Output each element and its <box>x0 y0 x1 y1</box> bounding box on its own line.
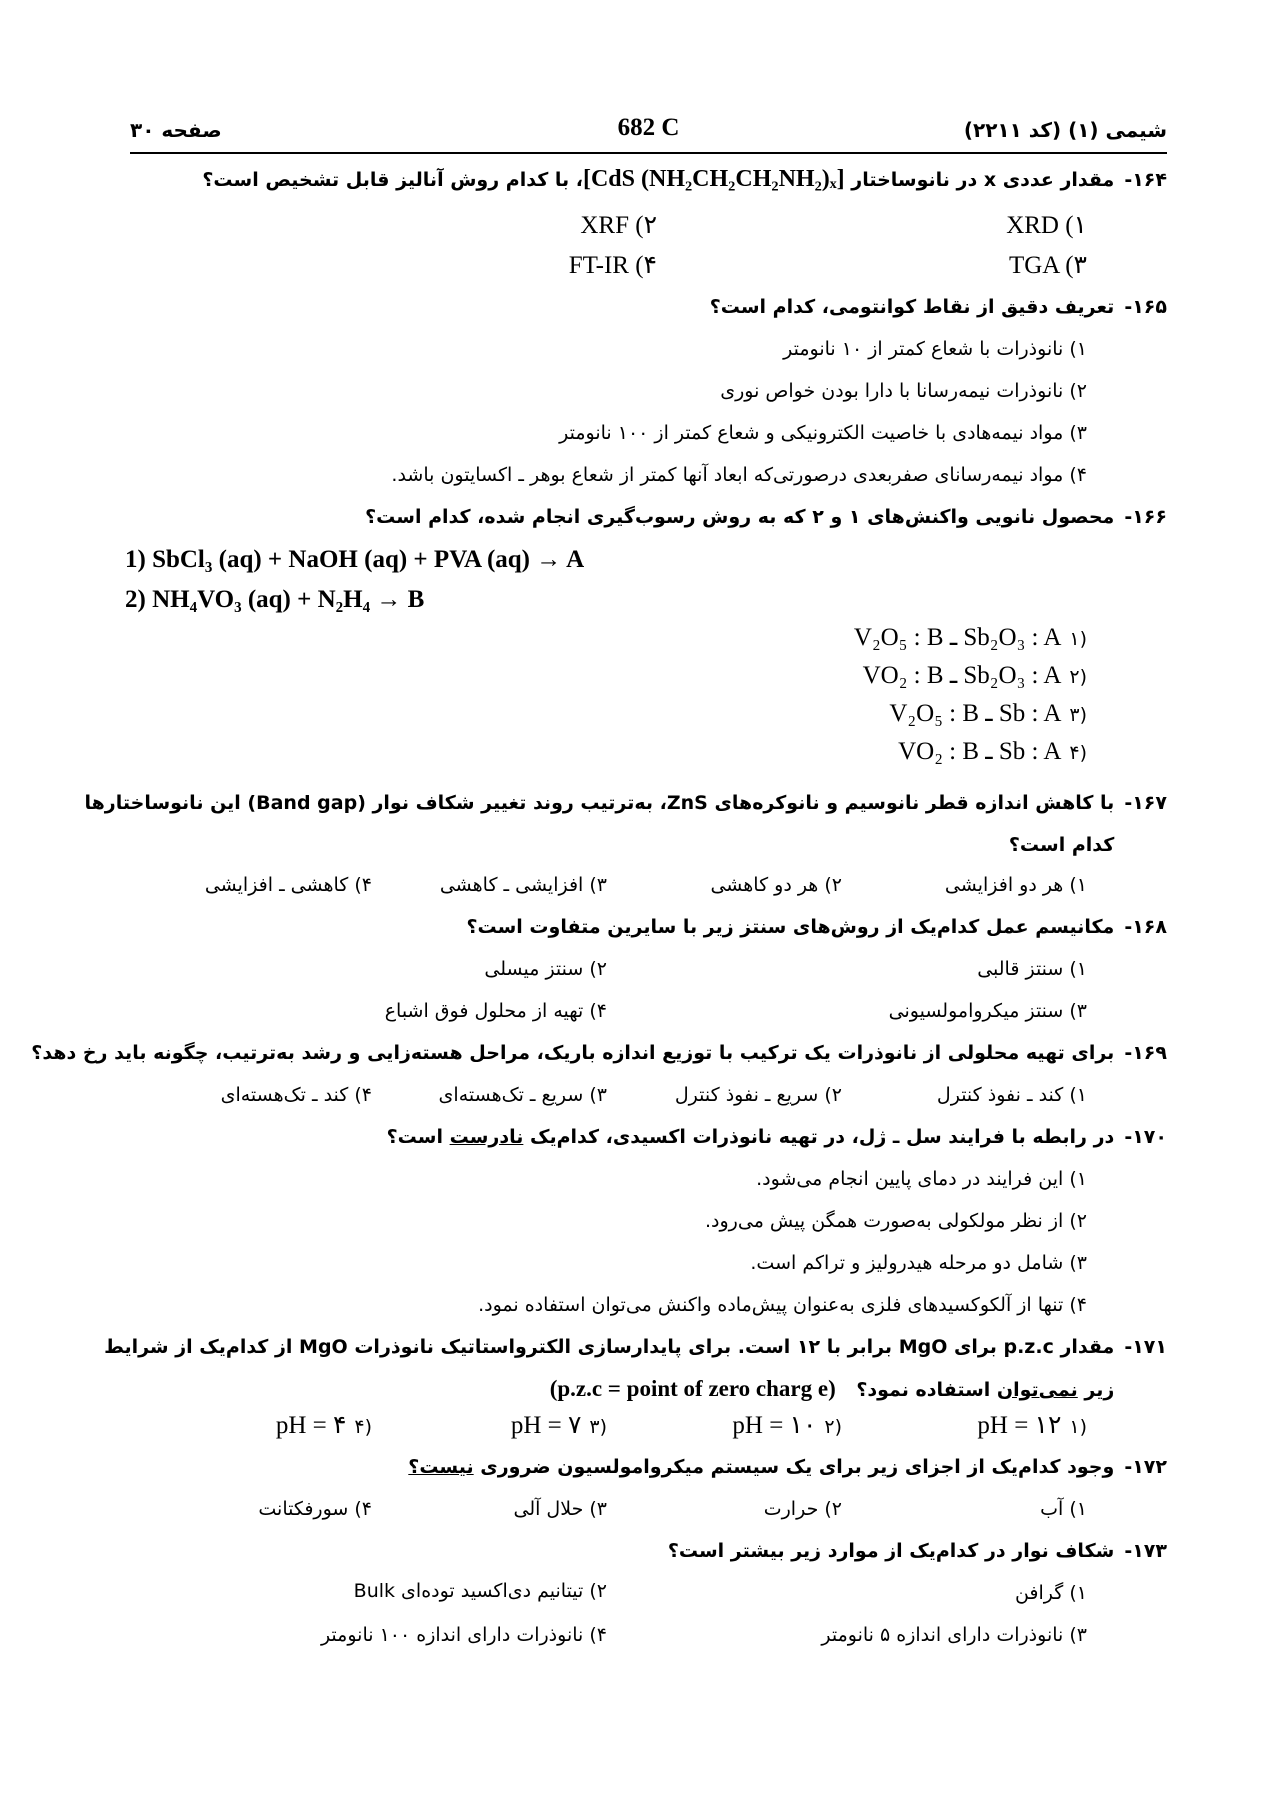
question-number: ۱۷۲- <box>1124 1456 1167 1478</box>
option-1 <box>854 622 1087 652</box>
option-3: ۳) سنتز میکروامولسیونی <box>888 1000 1087 1022</box>
question-165 <box>125 296 1167 318</box>
option-1: ۱) سنتز قالبی <box>977 958 1087 980</box>
question-number: ۱۷۳- <box>1124 1540 1167 1562</box>
option-3: ۳) سریع ـ تک‌هسته‌ای <box>438 1084 607 1106</box>
question-emphasis: نادرست <box>449 1126 524 1148</box>
booklet-code: 682 C <box>617 114 680 141</box>
option-formula: VO₂ : B ـ Sb₂O₃ : A <box>862 662 1062 689</box>
option-number: (۱ <box>1069 1416 1087 1438</box>
question-emphasis: نمی‌توان <box>996 1379 1078 1401</box>
question-169 <box>31 1042 1167 1064</box>
option-number: (۳ <box>589 1416 607 1438</box>
question-text: مقدار عددی x در نانوساختار <box>851 169 1115 191</box>
option-formula: V₂O₅ : B ـ Sb₂O₃ : A <box>853 624 1062 651</box>
option-value: pH = ۱۰ <box>732 1412 817 1439</box>
option-3 <box>511 1410 607 1440</box>
option-3: TGA (۳ <box>1008 252 1087 279</box>
option-number: (۳ <box>1069 704 1087 726</box>
option-3: ۳) مواد نیمه‌هادی با خاصیت الکترونیکی و شعاع کمتر از ۱۰۰ نانومتر <box>559 422 1087 444</box>
question-text: استفاده نمود؟ <box>856 1379 991 1401</box>
option-4: ۴) سورفکتانت <box>258 1498 372 1520</box>
question-173 <box>125 1540 1167 1562</box>
option-1: ۱) کند ـ نفوذ کنترل <box>936 1084 1087 1106</box>
question-168 <box>125 916 1167 938</box>
page-number: صفحه ۳۰ <box>130 118 222 142</box>
option-2: ۲) تیتانیم دی‌اکسید توده‌ای Bulk <box>353 1580 607 1602</box>
question-text: است؟ <box>386 1126 443 1148</box>
question-number: ۱۷۰- <box>1124 1126 1167 1148</box>
question-text: زیر <box>1084 1379 1115 1401</box>
option-4: ۴) تنها از آلکوکسیدهای فلزی به‌عنوان پیش‌ماده واکنش می‌توان استفاده نمود. <box>478 1294 1087 1316</box>
option-3: ۳) حلال آلی <box>513 1498 607 1520</box>
option-4: ۴) تهیه از محلول فوق اشباع <box>384 1000 607 1022</box>
question-text: برای تهیه محلولی از نانوذرات یک ترکیب با توزیع اندازه باریک، مراحل هسته‌زایی و رشد به‌ترتیب، چگونه باید رخ دهد؟ <box>31 1042 1115 1064</box>
option-4 <box>276 1410 372 1440</box>
option-3: ۳) افزایشی ـ کاهشی <box>439 874 607 896</box>
question-number: ۱۶۴- <box>1124 169 1167 191</box>
question-text: در رابطه با فرایند سل ـ ژل، در تهیه نانوذرات اکسیدی، کدام‌یک <box>529 1126 1115 1148</box>
question-text: مکانیسم عمل کدام‌یک از روش‌های سنتز زیر با سایرین متفاوت است؟ <box>466 916 1115 938</box>
option-2: XRF (۲ <box>580 212 657 239</box>
question-text: مقدار p.z.c برای MgO برابر با ۱۲ است. برای پایدارسازی الکترواستاتیک نانوذرات MgO از کدام‌یک از شرایط <box>104 1336 1115 1358</box>
option-3 <box>889 698 1087 728</box>
question-number: ۱۶۶- <box>1124 506 1167 528</box>
option-3: ۳) نانوذرات دارای اندازه ۵ نانومتر <box>821 1624 1087 1646</box>
header-divider <box>130 152 1167 154</box>
option-4: ۴) نانوذرات دارای اندازه ۱۰۰ نانومتر <box>320 1624 607 1646</box>
page-header <box>130 114 1167 148</box>
option-4: FT-IR (۴ <box>568 252 657 279</box>
reaction-1: 1) SbCl₃ (aq) + NaOH (aq) + PVA (aq) → A <box>125 546 585 573</box>
option-4: ۴) کاهشی ـ افزایشی <box>204 874 372 896</box>
option-3: ۳) شامل دو مرحله هیدرولیز و تراکم است. <box>750 1252 1087 1274</box>
question-number: ۱۷۱- <box>1124 1336 1167 1358</box>
option-1: ۱) این فرایند در دمای پایین انجام می‌شود. <box>756 1168 1087 1190</box>
question-171-line2 <box>125 1376 1167 1402</box>
option-4: ۴) مواد نیمه‌رسانای صفربعدی درصورتی‌که ابعاد آنها کمتر از شعاع بوهر ـ اکسایتون باشد. <box>391 464 1087 486</box>
question-number: ۱۶۸- <box>1124 916 1167 938</box>
option-value: pH = ۴ <box>275 1412 347 1439</box>
question-167 <box>84 792 1167 814</box>
subject-title: شیمی (۱) (کد ۲۲۱۱) <box>963 118 1167 142</box>
question-text: محصول نانویی واکنش‌های ۱ و ۲ که به روش رسوب‌گیری انجام شده، کدام است؟ <box>365 506 1115 528</box>
option-4 <box>898 736 1087 766</box>
option-formula: VO₂ : B ـ Sb : A <box>898 738 1062 765</box>
option-2: ۲) سریع ـ نفوذ کنترل <box>674 1084 842 1106</box>
option-1: ۱) هر دو افزایشی <box>944 874 1087 896</box>
question-172 <box>125 1456 1167 1478</box>
option-number: (۱ <box>1069 628 1087 650</box>
option-2 <box>863 660 1087 690</box>
option-1: ۱) گرافن <box>1014 1582 1087 1604</box>
question-number: ۱۶۵- <box>1124 296 1167 318</box>
question-166 <box>125 506 1167 528</box>
option-value: pH = ۷ <box>510 1412 582 1439</box>
option-2: ۲) حرارت <box>763 1498 842 1520</box>
option-2: ۲) سنتز میسلی <box>484 958 607 980</box>
question-text: شکاف نوار در کدام‌یک از موارد زیر بیشتر است؟ <box>667 1540 1115 1562</box>
option-number: (۲ <box>1069 666 1087 688</box>
option-value: pH = ۱۲ <box>977 1412 1062 1439</box>
option-number: (۴ <box>354 1416 372 1438</box>
question-171 <box>104 1336 1167 1358</box>
option-1: XRD (۱ <box>1006 212 1087 239</box>
question-text: کدام است؟ <box>1008 834 1115 856</box>
question-167-line2 <box>125 834 1167 856</box>
question-text: تعریف دقیق از نقاط کوانتومی، کدام است؟ <box>709 296 1115 318</box>
option-number: (۲ <box>824 1416 842 1438</box>
question-text: ، با کدام روش آنالیز قابل تشخیص است؟ <box>202 169 583 191</box>
question-note: (p.z.c = point of zero charg e) <box>549 1376 836 1401</box>
option-2 <box>732 1410 842 1440</box>
option-1 <box>977 1410 1087 1440</box>
option-formula: V₂O₅ : B ـ Sb : A <box>889 700 1062 727</box>
option-2: ۲) هر دو کاهشی <box>710 874 842 896</box>
option-2: ۲) نانوذرات نیمه‌رسانا با دارا بودن خواص نوری <box>720 380 1087 402</box>
question-164 <box>125 166 1167 193</box>
question-emphasis: نیست؟ <box>408 1456 474 1478</box>
option-4: ۴) کند ـ تک‌هسته‌ای <box>220 1084 372 1106</box>
question-number: ۱۶۷- <box>1124 792 1167 814</box>
option-number: (۴ <box>1069 742 1087 764</box>
question-number: ۱۶۹- <box>1124 1042 1167 1064</box>
question-formula: [CdS (NH₂CH₂CH₂NH₂)ₓ] <box>582 166 845 192</box>
option-2: ۲) از نظر مولکولی به‌صورت همگن پیش می‌رود. <box>705 1210 1087 1232</box>
option-1: ۱) آب <box>1040 1498 1087 1520</box>
question-text: وجود کدام‌یک از اجزای زیر برای یک سیستم میکروامولسیون ضروری <box>480 1456 1115 1478</box>
reaction-2: 2) NH₄VO₃ (aq) + N₂H₄ → B <box>125 586 425 613</box>
option-1: ۱) نانوذرات با شعاع کمتر از ۱۰ نانومتر <box>783 338 1087 360</box>
question-170 <box>125 1126 1167 1148</box>
question-text: با کاهش اندازه قطر نانوسیم و نانوکره‌های ZnS، به‌ترتیب روند تغییر شکاف نوار (Band gap) این نانوساختارها <box>84 792 1115 814</box>
